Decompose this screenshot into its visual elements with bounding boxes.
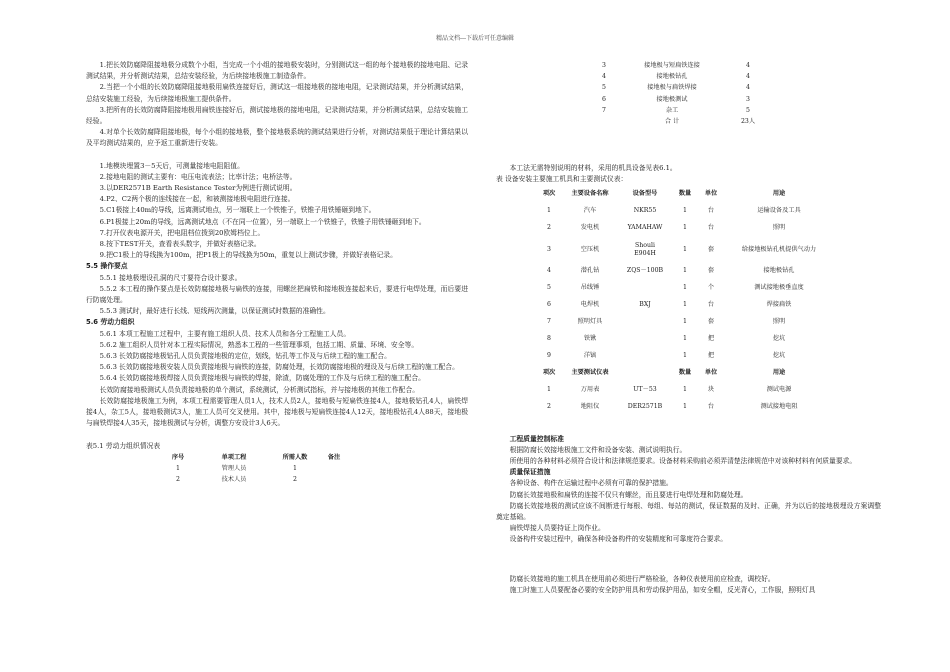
paragraph: 本工法无需特别说明的材料，采用的机具设备见表6.1。 <box>509 164 677 173</box>
table-row: 2 技术人员 2 <box>176 476 297 484</box>
section-heading: 工程质量控制标准 <box>509 434 564 443</box>
table-row: 2 发电机 YAMAHAW 1 台 照明 <box>547 224 786 232</box>
paragraph: 5.6.2 施工组织人员针对本工程实际情况，熟悉本工程的一些管理事项，包括工期、质量、环境、安全等。 <box>99 340 419 349</box>
table-row: 3 接地极与短扁铁连接 4 <box>602 62 750 69</box>
paragraph: 各种设备、构件在运输过程中必须有可靠的保护措施。 <box>509 479 673 488</box>
table-row: 4 接地极钻孔 4 <box>602 73 750 81</box>
paragraph: 7.打开仪表电源开关，把电阻档位拨到20欧姆档位上。 <box>99 228 265 237</box>
table-row: 6 电焊机 BXJ 1 台 焊接扁铁 <box>547 301 792 309</box>
paragraph: 2.接地电阻的测试主要有：电压电流表法；比率计法；电桥法等。 <box>99 172 297 181</box>
table-row: 5 接地极与扁铁焊接 4 <box>602 84 750 92</box>
paragraph: 8.按下TEST开关，查看表头数字，并做好表格记录。 <box>99 240 261 249</box>
table-caption: 表5.1 劳动力组织情况表 <box>86 441 161 450</box>
paragraph: 长效防腐接地极测试人员负责接地极的单个测试，系统测试，分析测试指标，并与接地极的其他工作配合。 <box>99 385 420 394</box>
paragraph: 4.对单个长效防腐降阻接地极，每个小组的接地极，整个接地极系统的测试结果进行分析，对测试结果低于理论计算结果以及平均测试结果的，应予返工重新进行安装。 <box>86 128 468 148</box>
paragraph: 根据防腐长效接地极施工文件和设备安装、测试说明执行。 <box>509 445 687 454</box>
paragraph: 5.6.4 长效防腐接地极焊接人员负责接地极与扁铁的焊接，除渣，防腐处理的工作及与后续工程的施工配合。 <box>99 374 425 383</box>
paragraph: 防腐长效接地的施工机具在使用前必须进行严格检验，各种仪表使用前应检查，调校好。 <box>509 574 775 583</box>
table-header-row: 项次 主要测试仪表 数量 单位 用途 <box>542 369 786 377</box>
paragraph: 3.把所有的长效防腐降阻接地极用扁铁连接好后，测试接地极的接地电阻，记录测试结果，并分析测试结果，总结安装施工经验。 <box>86 105 468 126</box>
labor-table <box>158 452 348 486</box>
section-heading: 5.6 劳动力组织 <box>86 318 135 327</box>
table-row: 9 洋镐 1 把 挖坑 <box>547 352 786 360</box>
table-total-row: 合 计 23人 <box>664 118 756 126</box>
paragraph: 4.P2、C2两个极的连线接在一起，和被测接地极电阻进行连接。 <box>99 195 295 204</box>
table-header: 序号 <box>171 453 185 461</box>
page-header: 精品文档---下载后可任意编辑 <box>435 35 515 42</box>
table-header-row: 项次 主要设备名称 设备型号 数量 单位 用途 <box>542 190 786 198</box>
paragraph: 5.5.2 本工程的操作要点是长效防腐接地极与扁铁的连接，用螺丝把扁铁和接地极连接起来后，要进行电焊处理，而后要进行防腐处理。 <box>86 284 468 305</box>
table-row: 3 空压机 Shouli E904H 1 套 给接地极钻孔机提供气动力 <box>547 241 817 257</box>
paragraph: 长效防腐接地极施工为例，本项工程需要管理人员1人，技术人员2人，接地极与短扁铁连接4人，接地极钻孔4人，扁铁焊接4人，杂工5人，接地极测试3人，施工人员可交叉使用。其中，接地极与短扁铁连接4人12天，接地极钻孔4人88天，接地极与扁铁焊接4人35天，接地极测试与分析，调整方安设计3人6天。 <box>86 396 468 428</box>
section-heading: 质量保证措施 <box>509 468 551 477</box>
equipment-table <box>536 186 834 416</box>
paragraph: 5.C1极接上40m的导线，远离测试地点，另一端联上一个铁锥子，铁锥子用铁锤砸到地下。 <box>99 206 376 215</box>
table-row: 8 铁锹 1 把 挖坑 <box>547 335 786 343</box>
table-row: 1 管理人员 1 <box>176 464 297 472</box>
table-header: 所需人数 <box>282 453 308 461</box>
paragraph: 防腐长效接地极的测试应该不间断进行每根、每组、每站的测试，保证数据的及时、正确，并为以后的接地极埋设方案调整奠定基础。 <box>496 501 881 522</box>
paragraph: 所使用的各种材料必须符合设计和法律规范要求。设备材料采购前必须弄清楚法律规范中对该种材料有何质量要求。 <box>509 457 857 466</box>
paragraph: 5.5.3 测试时，最好进行长线、短线两次测量，以保证测试时数据的准确性。 <box>99 307 330 316</box>
section-heading: 5.5 操作要点 <box>86 262 128 271</box>
paragraph: 9.把C1极上的导线换为100m，把P1极上的导线换为50m，重复以上测试步骤，并做好表格记录。 <box>99 251 397 260</box>
table-row: 4 潜孔钻 ZQS－100B 1 套 接地极钻孔 <box>547 267 795 275</box>
paragraph: 扁铁焊接人员要持证上岗作业。 <box>509 524 605 533</box>
table-row: 5 吊线锤 1 个 测试接地极垂直度 <box>547 284 804 292</box>
paragraph: 6.P1极接上20m的导线，远离测试地点（不在同一位置），另一端联上一个铁锥子，铁锥子用铁锤砸到地下。 <box>99 217 426 226</box>
paragraph: 3.以DER2571B Earth Resistance Tester为例进行测试说明。 <box>99 184 297 193</box>
paragraph: 施工时施工人员要配备必要的安全防护用具和劳动保护用品，如安全帽，反光背心，工作服，照明灯具 <box>509 585 816 594</box>
paragraph: 5.6.3 长效防腐接地极安装人员负责接地极与扁铁的连接，防腐处理，长效防腐接地极的埋设及与后续工程的施工配合。 <box>99 363 459 372</box>
table-row: 6 接地极测试 3 <box>602 95 750 103</box>
paragraph: 5.6.1 本项工程施工过程中，主要有施工组织人员、技术人员和各分工程施工人员。 <box>99 329 351 338</box>
table-row: 7 杂工 5 <box>602 106 750 114</box>
table-caption: 表 设备安装主要施工机具和主要测试仪表： <box>496 175 628 184</box>
table-row: 1 汽车 NKR55 1 台 运输设备及工具 <box>547 207 801 215</box>
paragraph: 5.6.3 长效防腐接地极钻孔人员负责接地极的定位，划线，钻孔等工作及与后续工程的施工配合。 <box>99 352 391 361</box>
right-column <box>496 60 881 596</box>
table-row: 1 万用表 UT－53 1 块 测试电源 <box>547 386 792 394</box>
paragraph: 1.把长效防腐降阻接地极分成数个小组，当完成一个小组的接地极安装时，分别测试这一组的每个接地极的接地电阻、记录测试结果，并分析测试结果，总结安装经验，为后续接地极施工制造条件。 <box>86 61 468 81</box>
table-header: 单项工程 <box>221 453 247 461</box>
paragraph: 2.当把一个小组的长效防腐降阻接地极用扁铁连接好后，测试这一组接地极的接地电阻，记录测试结果，并分析测试结果，总结安装施工经验，为后续接地极施工提供条件。 <box>86 83 468 103</box>
table-row: 7 照明灯具 1 套 照明 <box>547 318 786 326</box>
paragraph: 设备构件安装过程中，确保各种设备构件的安装精度和可靠度符合要求。 <box>509 535 728 544</box>
left-column <box>86 60 468 485</box>
labor-table-continued <box>584 60 776 127</box>
table-header: 备注 <box>327 453 341 461</box>
paragraph: 1.地模块埋置3－5天后，可测量接地电阻阻值。 <box>99 161 244 170</box>
paragraph: 防腐长效接地极和扁铁的连接不仅只有螺丝，而且要进行电焊处理和防腐处理。 <box>509 490 748 499</box>
table-row: 2 地阻仪 DER2571B 1 台 测试接地电阻 <box>547 403 798 411</box>
paragraph: 5.5.1 接地极埋设孔洞的尺寸要符合设计要求。 <box>99 273 242 282</box>
